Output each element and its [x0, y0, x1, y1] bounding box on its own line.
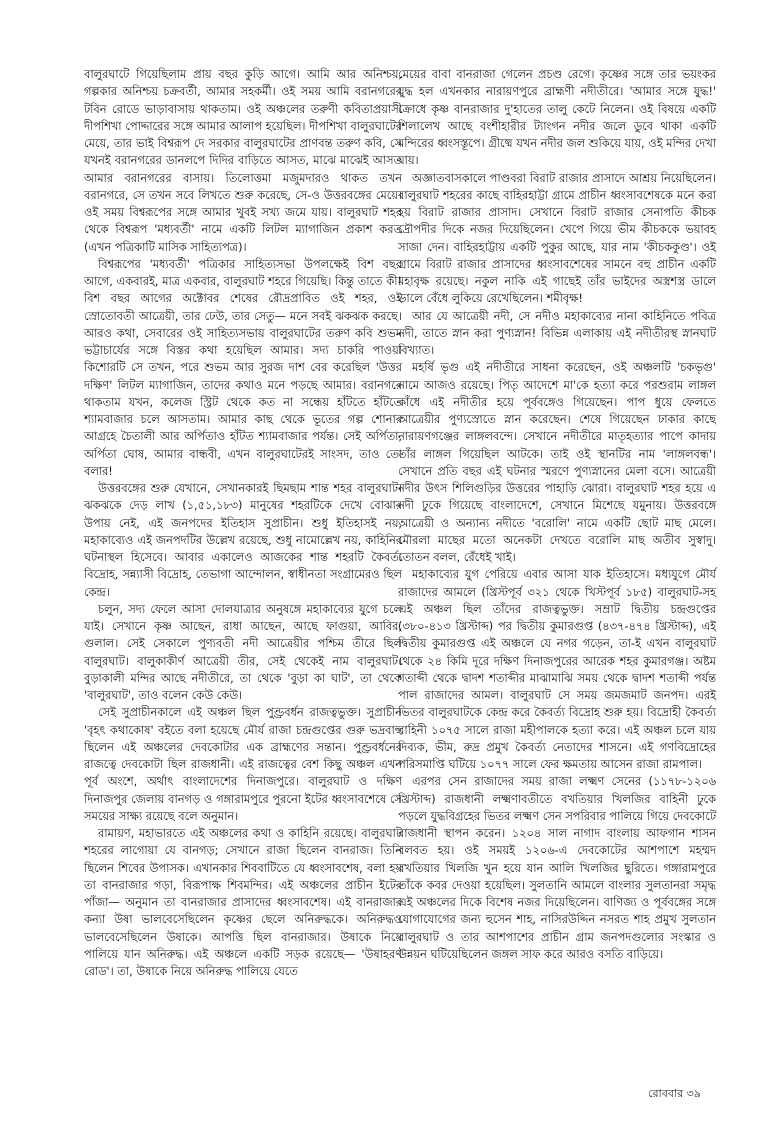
body-paragraph: মহর্ষি ভৃগু এই নদীতীরে সাধনা করেছেন, ওই অঞ্চলটি 'চকভৃগু' নামে আজও রয়েছে। পিতৃ আদেশে মা'কে হত্যা করে পরশুরাম লাঙ্গল কাঁধে এই নদীতীর হয়ে পূর্ববঙ্গেও গিয়েছেন। পাপ ধুয়ে ফেলতে আত্রেয়ীর পুণ্যস্রোতে স্নান করেছেন। শেষে গিয়েছেন ঢাকার কাছে নারায়ণগঞ্জের লাঙ্গলবন্দে। সেখানে নদীতীরে মাতৃহত্যার পাপে কাদায় তাঁর লাঙ্গল গিয়েছিল আটকে। তাই ওই স্থানটির নাম 'লাঙ্গলবন্ধ'। সেখানে প্রতি বছর এই ঘটনার স্মরণে পুণ্যস্নানের মেলা বসে। আত্রেয়ী নদীর উৎস শিলিগুড়ির উত্তরের পাহাড়ি ঝোরা। বালুরঘাট শহর হয়ে এ নদী ঢুকে গিয়েছে বাংলাদেশে, সেখানে মিশেছে যমুনায়। উত্তরবঙ্গে আত্রেয়ী ও অন্যান্য নদীতে 'বরোলি' নামে একটি ছোট মাছ মেলে। মৌরলা মাছের মতো অনেকটা দেখতে বরোলি মাছ অতীব সুস্বাদু। তোতন বলল, রেঁধেই খাই।: [398, 360, 716, 564]
body-paragraph: আর যে আত্রেয়ী নদী, সে নদীও মহাকাব্যের নানা কাহিনিতে পবিত্র নদী, তাতে স্নান করা পুণ্যস্নান! বিভিন্ন এলাকায় এই নদীতীরস্থ স্নানঘাট বিখ্যাত।: [398, 308, 716, 357]
right-column: [398, 66, 716, 963]
body-paragraph: এরপর সেন রাজাদের সময় রাজা লক্ষ্মণ সেনের (১১৭৮-১২০৬ খ্রিস্টাব্দ) রাজধানী লক্ষ্মণাবতীতে বখতিয়ার খিলজির বাহিনী ঢুকে পড়লে যুদ্ধবিগ্রহের ভিতর লক্ষ্মণ সেন সপরিবার পালিয়ে গিয়ে দেবকোটে রাজধানী স্থাপন করেন। ১২০৪ সাল নাগাদ বাংলায় আফগান শাসন বলবত হয়। ওই সময়ই ১২০৬-এ দেবকোটের আশপাশে মহম্মদ বখতিয়ার খিলজি খুন হয়ে যান আলি খিলজির ছুরিতে। গঙ্গারামপুরে তাঁকে কবর দেওয়া হয়েছিল। সুলতানি আমলে বাংলার সুলতানরা সমৃদ্ধ এই অঞ্চলের দিকে বিশেষ নজর দিয়েছিলেন। বাণিজ্য ও পূর্ববঙ্গের সঙ্গে যোগাযোগের জন্য হুসেন শাহ, নাসিরউদ্দিন নসরত শাহ প্রমুখ সুলতান বালুরঘাট ও তার আশপাশের প্রাচীন গ্রাম জনপদগুলোর সংস্কার ও উন্নয়ন ঘটিয়েছিলেন জঙ্গল সাফ করে আরও বসতি বাড়িয়ে।: [398, 774, 716, 961]
body-paragraph: বালুরঘাটে গিয়েছিলাম প্রায় বছর কুড়ি আগে। আমি আর অনিশ্চয়, গল্পকার অনিশ্চয় চক্রবর্তী, আমার সহকর্মী। ওই সময় আমি বরানগরের টবিন রোডে ভাড়াবাসায় থাকতাম। ওই অঞ্চলের তরুণী কবিতাপ্রয়াসী দীপশিখা পোদ্দারের সঙ্গে আমার আলাপ হয়েছিল। দীপশিখা বালুরঘাটের মেয়ে, তার ভাই বিশ্বরূপ দে সরকার বালুরঘাটের প্রাণবন্ত তরুণ কবি, সে যখনই বরানগরের ডানলপে দিদির বাড়িতে আসত, মাঝে মাঝেই আসত আমার বরানগরের বাসায়। তিলোত্তমা মজুমদারও থাকত তখন বরানগরে, সে তখন সবে লিখতে শুরু করেছে, সে-ও উত্তরবঙ্গের মেয়ে। ওই সময় বিশ্বরূপের সঙ্গে আমার খুবই সখ্য জমে যায়। বালুরঘাট শহর থেকে বিশ্বরূপ 'মধ্যবর্তী' নামে একটি লিটল ম্যাগাজিন প্রকাশ করত (এখন পত্রিকাটি মাসিক সাহিত্যপত্র)।: [84, 67, 402, 254]
body-paragraph: উত্তরবঙ্গের শুরু যেখানে, সেখানকারই ছিমছাম শান্ত শহর বালুরঘাট। ঝকঝকে দেড় লাখ (১,৫১,১৮৩) মানুষের শহরটিকে দেখে বোঝার উপায় নেই, এই জনপদের ইতিহাস সুপ্রাচীন। শুধু ইতিহাসই নয়, মহাকাব্যেও এই জনপদটির উল্লেখ রয়েছে, শুধু নামোল্লেখ নয়, কাহিনির ঘটনাস্থল হিসেবে। আবার একালেও আজকের শান্ত শহরটি কৈবর্ত্য বিদ্রোহ, সন্ন্যাসী বিদ্রোহ, তেভাগা আন্দোলন, স্বাধীনতা সংগ্রামেরও ছিল কেন্দ্র।: [84, 481, 402, 599]
body-paragraph: রামায়ণ, মহাভারতে এই অঞ্চলের কথা ও কাহিনি রয়েছে। বালুরঘাট শহরের লাগোয়া যে বানগড়; সেখানে রাজা ছিলেন বানরাজ। তিনি ছিলেন শিবের উপাসক। এখানকার শিববাটিতে যে ধ্বংসাবশেষ, বলা হয় তা বানরাজার গড়া, বিরূপাক্ষ শিবমন্দির। এই অঞ্চলের প্রাচীন ইটের পাঁজা— অনুমান তা বানরাজার প্রাসাদের ধ্বংসাবশেষ। এই বানরাজার কন্যা উষা ভালবেসেছিলেন কৃষ্ণের ছেলে অনিরুদ্ধকে। অনিরুদ্ধও ভালবেসেছিলেন উষাকে। আপত্তি ছিল বানরাজার। উষাকে নিয়ে পালিয়ে যান অনিরুদ্ধ। এই অঞ্চলে একটি সড়ক রয়েছে— 'উষাহরণ রোড'। তা, উষাকে নিয়ে অনিরুদ্ধ পালিয়ে যেতে: [84, 826, 402, 978]
page-folio: রোববার ৩৯: [648, 1087, 701, 1100]
left-column: [84, 66, 402, 980]
body-paragraph: মেয়ের বাবা বানরাজা গেলেন প্রচণ্ড রেগে। কৃষ্ণের সঙ্গে তার ভয়ংকর যুদ্ধ হল এখনকার নারায়ণপুরে ব্রাহ্মণী নদীতীরে। 'আমার সঙ্গে যুদ্ধ!' ক্রোধে কৃষ্ণ বানরাজার দু'হাতের তালু কেটে নিলেন। ওই বিষয়ে একটি শিলালেখ আছে বংশীহারীর ট্যাংগন নদীর জলে ডুবে থাকা একটি মন্দিরের ধ্বংসস্তূপে। গ্রীষ্মে যখন নদীর জল শুকিয়ে যায়, ওই মন্দির দেখা যায়।: [398, 67, 716, 168]
body-paragraph: বিশ্বরূপের 'মধ্যবর্তী' পত্রিকার সাহিত্যসভা উপলক্ষেই বিশ বছর আগে, একবারই, মাত্র একবার, বালুরঘাট শহরে গিয়েছি। কিন্তু তাতে কী! বিশ বছর আগের অক্টোবর শেষের রৌদ্রপ্রাবিত ওই শহর, ওই স্রোতোবতী আত্রেয়ী, তার ঢেউ, তার সেতু— মনে সবই ঝকঝক করছে। আরও কথা, সেবারের ওই সাহিত্যসভায় বালুরঘাটের তরুণ কবি শুভম ভট্টাচার্যের সঙ্গে বিস্তর কথা হয়েছিল আমার। সদ্য চাকরি পাওয়া কিশোরটি সে তখন, পরে শুভম আর সুরজ দাশ বের করেছিল 'উত্তর দক্ষিণ' লিটল ম্যাগাজিন, তাদের কথাও মনে পড়ছে আমার। বরানগরে থাকতাম যখন, কলেজ স্ট্রিট থেকে কত না সন্ধেয় হাঁটতে হাঁটতে শ্যামবাজার চলে আসতাম। আমার কাছ থেকে ভূতের গল্প শোনার আগ্রহে চৈতালী আর অর্পিতাও হাঁটত শ্যামবাজার পর্যন্ত। সেই অর্পিতা, অর্পিতা ঘোষ, আমার বান্ধবী, এখন বালুরঘাটেরই সাংসদ, তাও তো বলার!: [84, 256, 402, 478]
body-paragraph: মহাকাব্যের যুগ পেরিয়ে এবার আসা যাক ইতিহাসে। মধ্যযুগে মৌর্য রাজাদের আমলে (খ্রিস্টপূর্ব ৩২১ থেকে খিস্টপূর্ব ১৮৫) বালুরঘাট-সহ এই অঞ্চল ছিল তাঁদের রাজত্বভুক্ত। সম্রাট দ্বিতীয় চন্দ্রগুপ্তের (৩৮০-৪১৩ খ্রিস্টাব্দ) পর দ্বিতীয় কুমারগুপ্ত (৪৩৭-৪৭৪ খ্রিস্টাব্দ), এই দ্বিতীয় কুমারগুপ্ত এই অঞ্চলে যে নগর গড়েন, তা-ই এখন বালুরঘাট থেকে ২৪ কিমি দূরে দক্ষিণ দিনাজপুরের আরেক শহর কুমারগঞ্জ। অষ্টম শতাব্দী থেকে দ্বাদশ শতাব্দীর মাঝামাঝি সময় থেকে দ্বাদশ শতাব্দী পর্যন্ত পাল রাজাদের আমল। বালুরঘাট সে সময় জমজমাট জনপদ। এরই ভিতর বালুরঘাটকে কেন্দ্র করে কৈবর্ত্য বিদ্রোহ শুরু হয়। বিদ্রোহী কৈবর্ত্য বাহিনী ১০৭৫ সালে রাজা মহীপালকে হত্যা করে। এই অঞ্চল চলে যায় দিব্যক, ভীম, রুদ্র প্রমুখ কৈবর্ত্য নেতাদের শাসনে। এই গণবিদ্রোহের পরিসমাপ্তি ঘটিয়ে ১০৭৭ সালে ফের ক্ষমতায় আসেন রাজা রামপাল।: [398, 567, 716, 771]
body-paragraph: চলুন, সদ্য ফেলে আসা দোলযাত্রার অনুষঙ্গে মহাকাব্যের যুগে চলে যাই। সেখানে কৃষ্ণ আছেন, রাধা আছেন, আছে ফাগুয়া, আবির, গুলাল। সেই সেকালে পুণ্যবতী নদী আত্রেয়ীর পশ্চিম তীরে ছিল বালুরঘাট। বালুকাকীর্ণ আত্রেয়ী তীর, সেই থেকেই নাম বালুরঘাট। বুড়াকালী মন্দির আছে নদীতীরে, তা থেকে 'বুড়া কা ঘাট', তা থেকে 'বালুরঘাট', তাও বলেন কেউ কেউ।: [84, 601, 402, 702]
body-paragraph: অজ্ঞাতবাসকালে পাণ্ডবরা বিরাট রাজার প্রাসাদে আশ্রয় নিয়েছিলেন। বালুরঘাট শহরের কাছে বাহিরহাট্টা গ্রামে প্রাচীন ধ্বংসাবশেষকে মনে করা হয় বিরাট রাজার প্রাসাদ। সেখানে বিরাট রাজার সেনাপতি কীচক দ্রৌপদীর দিকে নজর দিয়েছিলেন। খেপে গিয়ে ভীম কীচককে ভয়াবহ সাজা দেন। বাহিরহাট্টায় একটি পুকুর আছে, যার নাম 'কীচককুণ্ড'। ওই গ্রামে বিরাট রাজার প্রাসাদের ধ্বংসাবশেষের সামনে বহু প্রাচীন একটি মহাবৃক্ষ রয়েছে। নকুল নাকি এই গাছেই তাঁর ভাইদের অস্ত্রশস্ত্র ডালে ডালে বেঁধে লুকিয়ে রেখেছিলেন। শমীবৃক্ষ!: [398, 170, 716, 306]
body-paragraph: সেই সুপ্রাচীনকালে এই অঞ্চল ছিল পুণ্ড্রবর্ধন রাজত্বভুক্ত। সুপ্রাচীন 'বৃহৎ কথাকোষ' বইতে বলা হয়েছে মৌর্য রাজা চন্দ্রগুপ্তের গুরু ভদ্রবাহু ছিলেন এই অঞ্চলের দেবকোটার এক ব্রাহ্মণের সন্তান। পুণ্ড্রবর্ধনের রাজত্বে দেবকোটা ছিল রাজধানী। এই রাজত্বের বেশ কিছু অঞ্চল এখন পূর্ব অংশে, অর্থাৎ বাংলাদেশের দিনাজপুরে। বালুরঘাট ও দক্ষিণ দিনাজপুর জেলায় বানগড় ও গঙ্গারামপুরে পুরনো ইটের ধ্বংসাবশেষে সে সময়ের সাক্ষ্য রয়েছে বলে অনুমান।: [84, 705, 402, 823]
